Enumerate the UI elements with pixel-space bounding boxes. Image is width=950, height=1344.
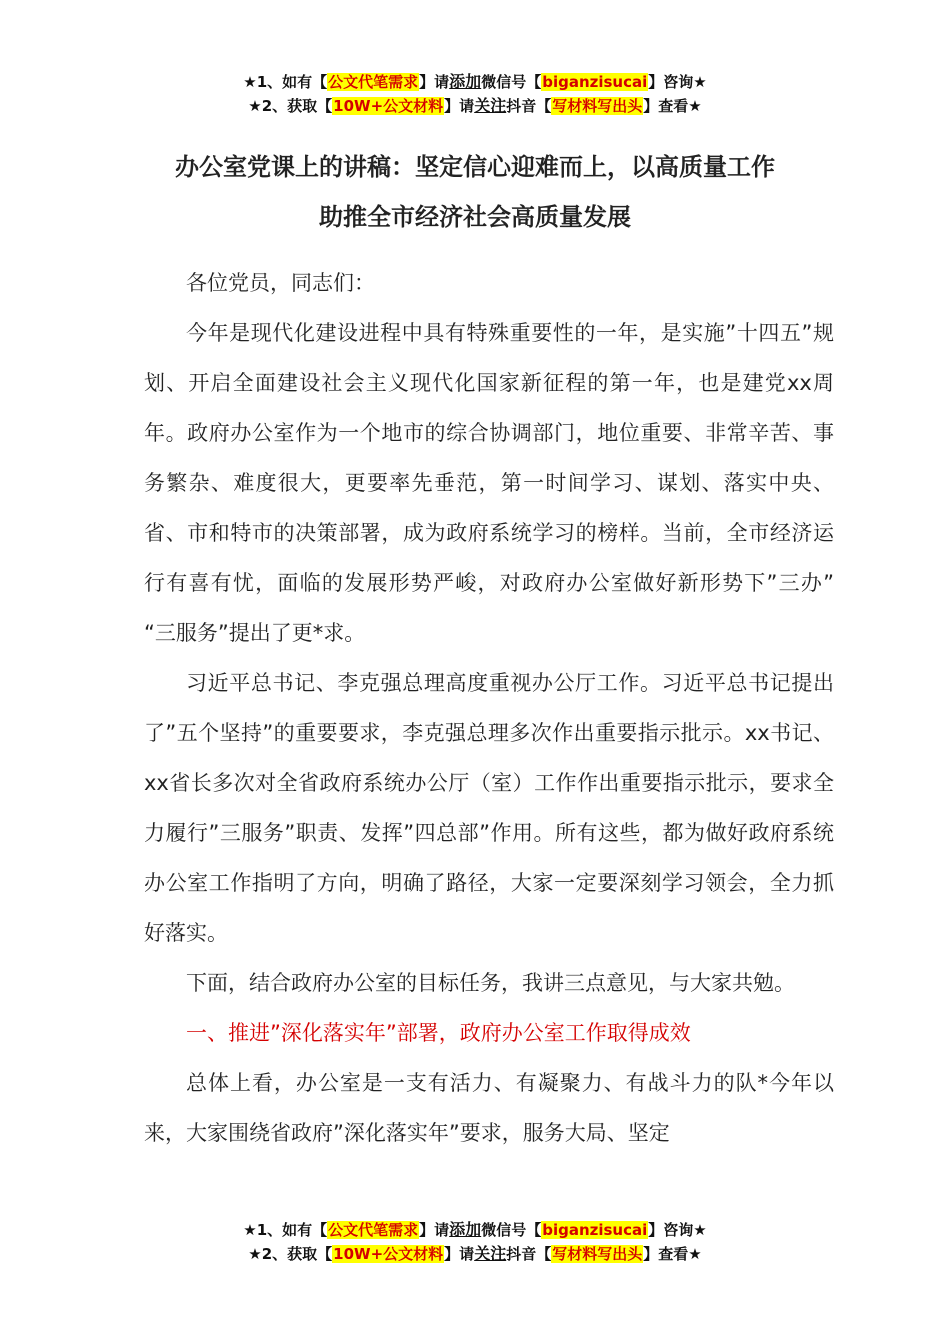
document-body	[144, 258, 834, 1158]
star-icon: ★	[693, 73, 707, 91]
title-line-2: 助推全市经济社会高质量发展	[319, 203, 631, 231]
header-banner	[0, 70, 950, 118]
highlight-materials: 10W+公文材料	[333, 97, 444, 115]
highlight-service: 公文代笔需求	[328, 73, 419, 91]
highlight-douyin-id: 写材料写出头	[552, 97, 643, 115]
star-icon: ★	[688, 97, 702, 115]
star-icon: ★	[688, 1245, 702, 1263]
banner-line-2: ★2、获取【10W+公文材料】请关注抖音【写材料写出头】查看★	[248, 96, 702, 115]
paragraph: 下面，结合政府办公室的目标任务，我讲三点意见，与大家共勉。	[186, 971, 795, 995]
paragraph: 总体上看，办公室是一支有活力、有凝聚力、有战斗力的队*今年以来，大家围绕省政府”深化落实年”要求，服务大局、坚定	[144, 1071, 834, 1145]
star-icon: ★	[248, 1245, 262, 1263]
banner-line-1: ★1、如有【公文代笔需求】请添加微信号【biganzisucai】咨询★	[243, 72, 707, 91]
emphasis-add: 添加	[449, 1220, 482, 1239]
star-icon: ★	[243, 73, 257, 91]
star-icon: ★	[693, 1221, 707, 1239]
banner-line-1: ★1、如有【公文代笔需求】请添加微信号【biganzisucai】咨询★	[243, 1220, 707, 1239]
emphasis-follow: 关注	[474, 96, 507, 115]
paragraph: 习近平总书记、李克强总理高度重视办公厅工作。习近平总书记提出了”五个坚持”的重要要求，李克强总理多次作出重要指示批示。xx书记、xx省长多次对全省政府系统办公厅（室）工作作出重要指示批示，要求全力履行”三服务”职责、发挥”四总部”作用。所有这些，都为做好政府系统办公室工作指明了方向，明确了路径，大家一定要深刻学习领会，全力抓好落实。	[144, 671, 834, 945]
highlight-materials: 10W+公文材料	[333, 1245, 444, 1263]
title-line-1: 办公室党课上的讲稿：坚定信心迎难而上，以高质量工作	[175, 153, 775, 181]
salutation: 各位党员，同志们：	[186, 271, 375, 295]
highlight-wechat-id: biganzisucai	[542, 1221, 648, 1239]
star-icon: ★	[243, 1221, 257, 1239]
star-icon: ★	[248, 97, 262, 115]
highlight-wechat-id: biganzisucai	[542, 73, 648, 91]
banner-line-2: ★2、获取【10W+公文材料】请关注抖音【写材料写出头】查看★	[248, 1244, 702, 1263]
highlight-service: 公文代笔需求	[328, 1221, 419, 1239]
document-title	[120, 142, 830, 242]
emphasis-add: 添加	[449, 72, 482, 91]
footer-banner	[0, 1218, 950, 1266]
section-heading: 一、推进”深化落实年”部署，政府办公室工作取得成效	[186, 1021, 691, 1045]
highlight-douyin-id: 写材料写出头	[552, 1245, 643, 1263]
emphasis-follow: 关注	[474, 1244, 507, 1263]
paragraph: 今年是现代化建设进程中具有特殊重要性的一年，是实施”十四五”规划、开启全面建设社会主义现代化国家新征程的第一年，也是建党xx周年。政府办公室作为一个地市的综合协调部门，地位重要、非常辛苦、事务繁杂、难度很大，更要率先垂范，第一时间学习、谋划、落实中央、省、市和特市的决策部署，成为政府系统学习的榜样。当前，全市经济运行有喜有忧，面临的发展形势严峻，对政府办公室做好新形势下”三办” “三服务”提出了更*求。	[144, 321, 834, 645]
